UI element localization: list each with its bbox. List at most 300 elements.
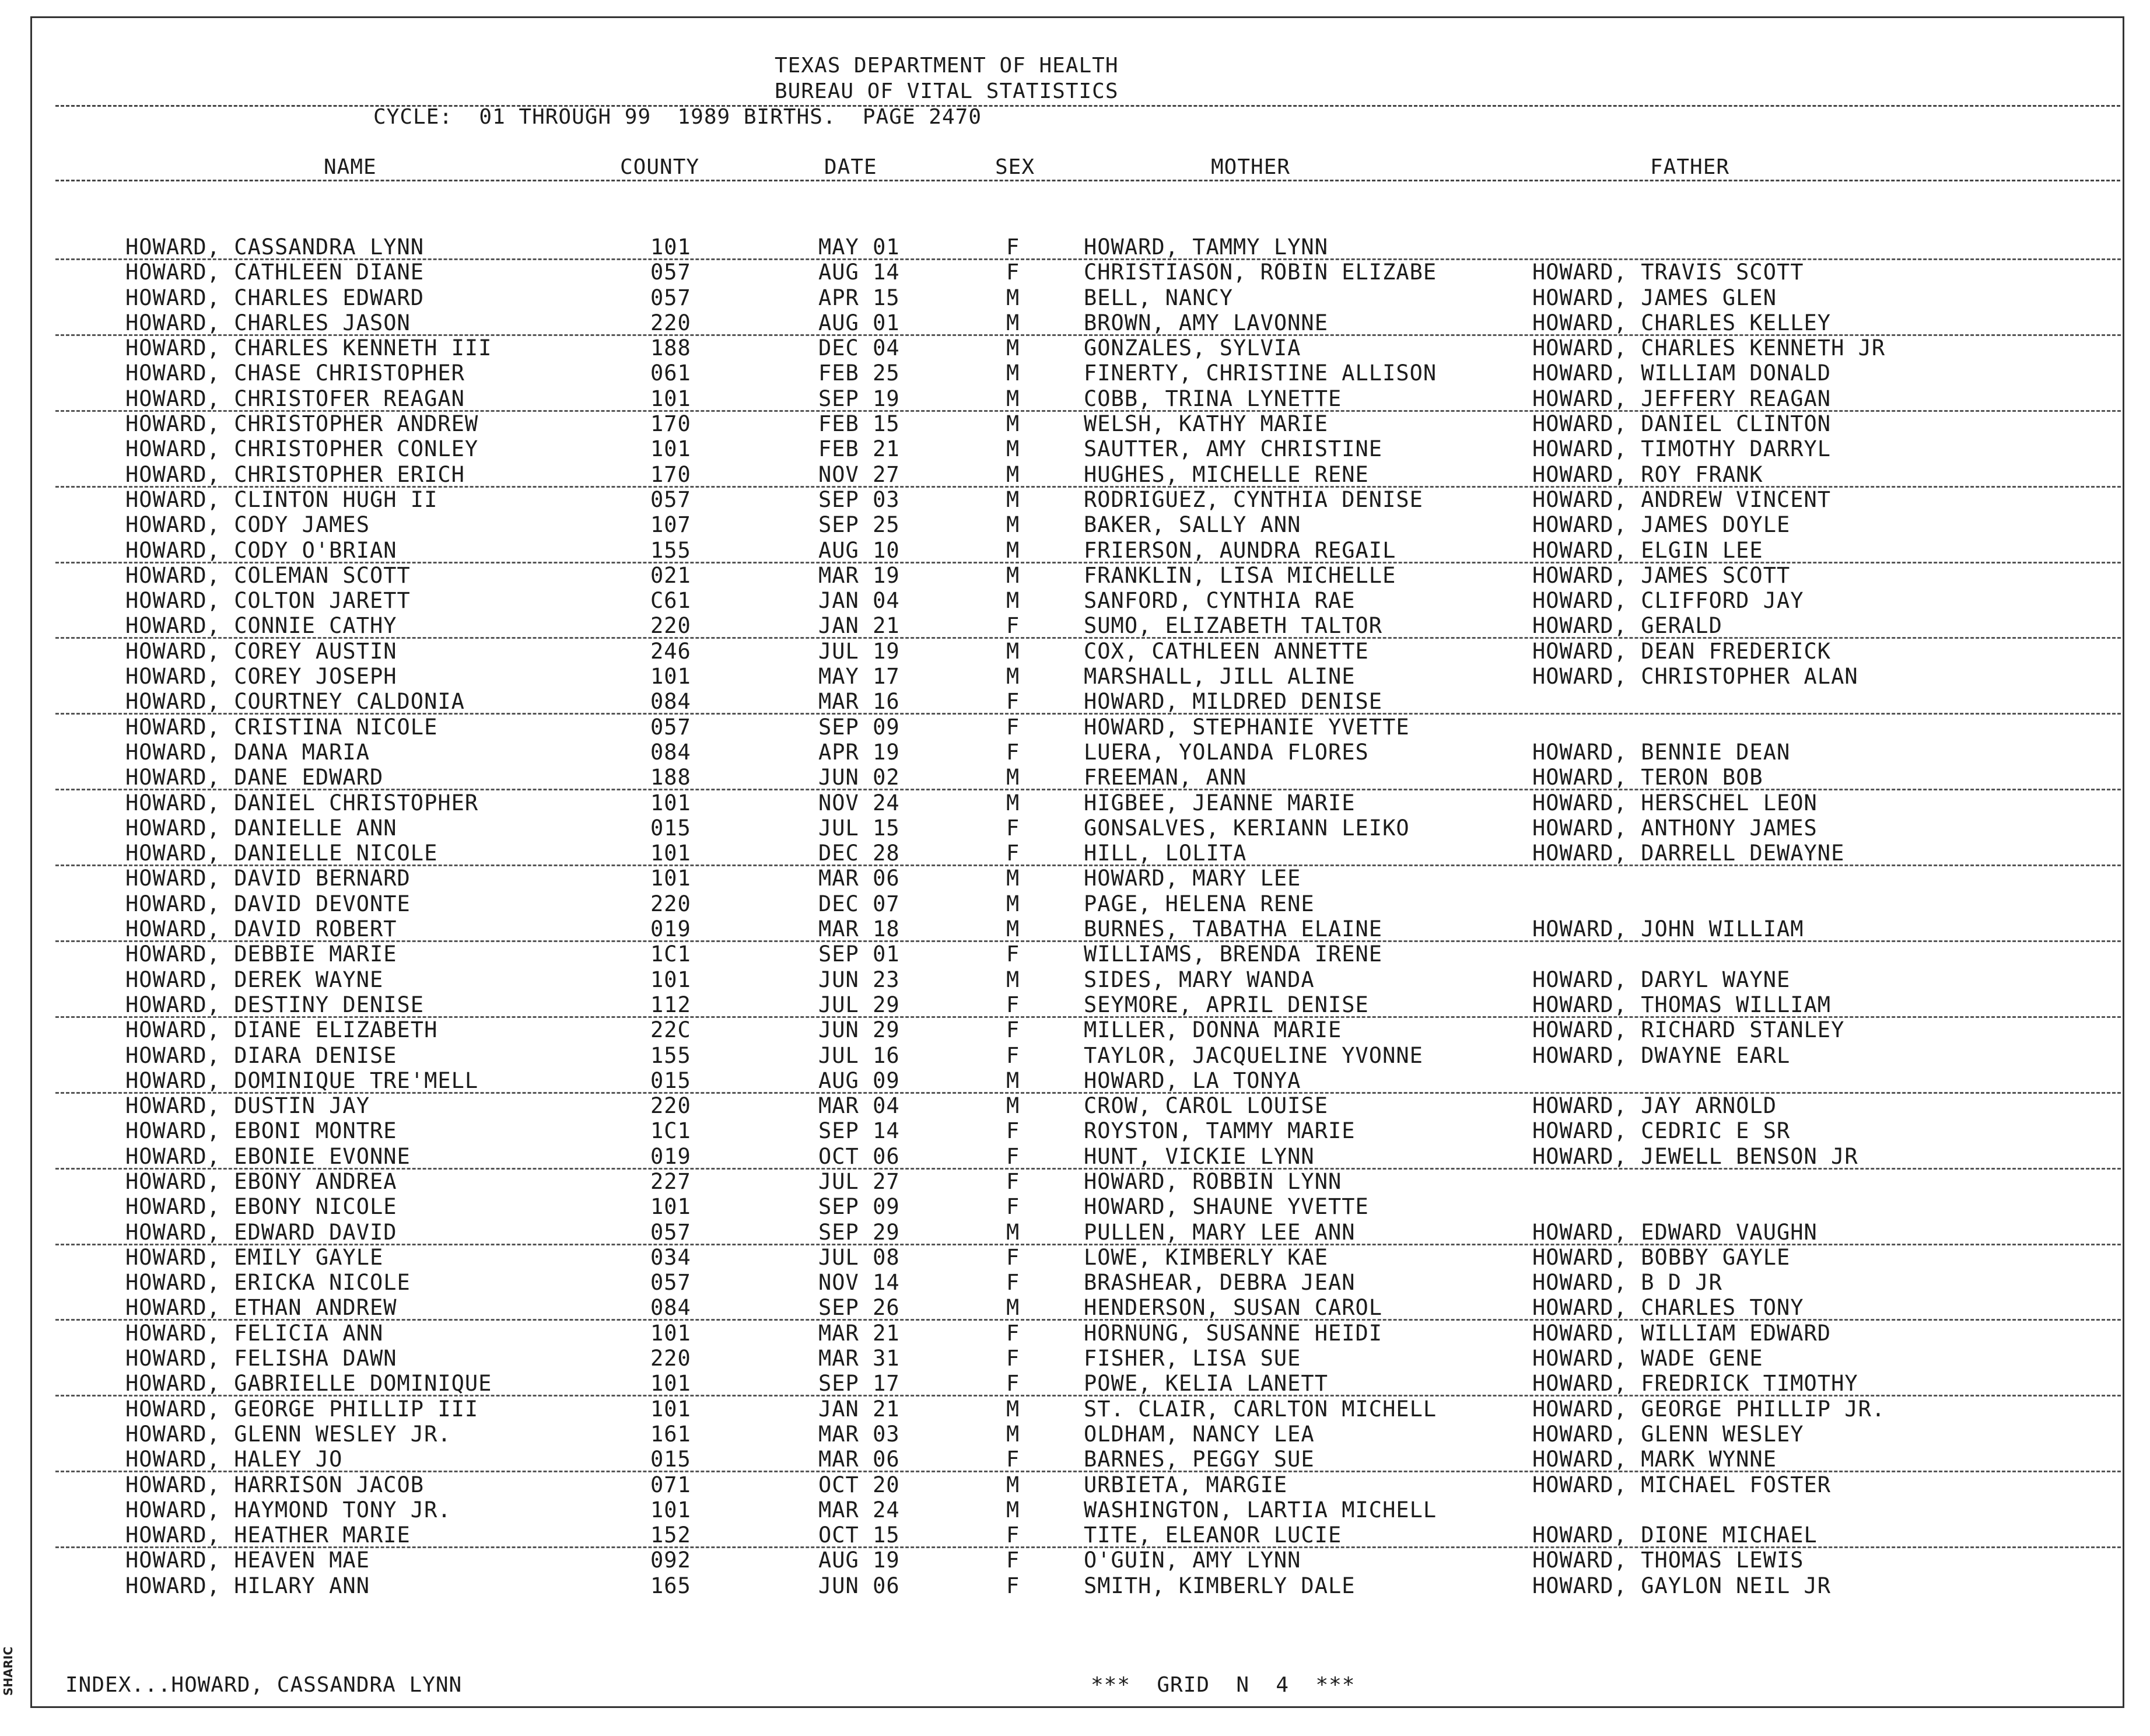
record-mother: BELL, NANCY bbox=[1084, 285, 1234, 310]
record-county: 220 bbox=[650, 1093, 691, 1119]
record-name: HOWARD, CRISTINA NICOLE bbox=[125, 714, 438, 740]
record-date: AUG 10 bbox=[818, 537, 900, 563]
record-date: SEP 19 bbox=[818, 386, 900, 411]
record-sex: M bbox=[1006, 967, 1020, 992]
record-mother: HOWARD, ROBBIN LYNN bbox=[1084, 1168, 1342, 1194]
record-name: HOWARD, DANIEL CHRISTOPHER bbox=[125, 790, 479, 816]
record-sex: F bbox=[1006, 992, 1020, 1017]
record-row bbox=[0, 1118, 2150, 1143]
record-mother: PULLEN, MARY LEE ANN bbox=[1084, 1219, 1356, 1245]
bureau-title: BUREAU OF VITAL STATISTICS bbox=[775, 79, 1119, 103]
record-date: MAR 06 bbox=[818, 1447, 900, 1472]
record-father: HOWARD, CHARLES TONY bbox=[1532, 1295, 1804, 1321]
record-county: 021 bbox=[650, 562, 691, 588]
record-father: HOWARD, ELGIN LEE bbox=[1532, 537, 1763, 563]
record-mother: SANFORD, CYNTHIA RAE bbox=[1084, 588, 1356, 614]
record-mother: GONZALES, SYLVIA bbox=[1084, 335, 1301, 361]
record-father: HOWARD, THOMAS LEWIS bbox=[1532, 1548, 1804, 1573]
record-county: 057 bbox=[650, 714, 691, 740]
record-name: HOWARD, EBONY NICOLE bbox=[125, 1194, 397, 1220]
record-name: HOWARD, DOMINIQUE TRE'MELL bbox=[125, 1068, 479, 1093]
record-father: HOWARD, GERALD bbox=[1532, 613, 1722, 639]
record-row bbox=[0, 235, 2150, 260]
record-sex: F bbox=[1006, 1447, 1020, 1472]
record-sex: M bbox=[1006, 1472, 1020, 1497]
record-county: 071 bbox=[650, 1472, 691, 1497]
record-name: HOWARD, DANIELLE NICOLE bbox=[125, 841, 438, 866]
record-date: SEP 26 bbox=[818, 1295, 900, 1321]
record-father: HOWARD, CLIFFORD JAY bbox=[1532, 588, 1804, 614]
record-sex: M bbox=[1006, 1396, 1020, 1422]
record-father: HOWARD, MICHAEL FOSTER bbox=[1532, 1472, 1832, 1497]
record-sex: F bbox=[1006, 714, 1020, 740]
record-name: HOWARD, CHRISTOPHER ANDREW bbox=[125, 411, 479, 437]
record-name: HOWARD, CHARLES KENNETH III bbox=[125, 335, 492, 361]
record-county: 057 bbox=[650, 1219, 691, 1245]
record-father: HOWARD, JAY ARNOLD bbox=[1532, 1093, 1777, 1119]
record-row bbox=[0, 335, 2150, 360]
record-date: JUN 02 bbox=[818, 765, 900, 790]
record-county: 084 bbox=[650, 739, 691, 765]
record-father: HOWARD, TIMOTHY DARRYL bbox=[1532, 436, 1832, 462]
record-date: MAR 04 bbox=[818, 1093, 900, 1119]
record-county: 019 bbox=[650, 916, 691, 942]
record-row bbox=[0, 462, 2150, 487]
record-county: 220 bbox=[650, 310, 691, 335]
record-name: HOWARD, DANIELLE ANN bbox=[125, 815, 397, 841]
record-county: 061 bbox=[650, 360, 691, 386]
record-mother: TAYLOR, JACQUELINE YVONNE bbox=[1084, 1042, 1423, 1068]
record-date: MAY 01 bbox=[818, 235, 900, 260]
record-mother: LOWE, KIMBERLY KAE bbox=[1084, 1244, 1328, 1270]
record-name: HOWARD, HALEY JO bbox=[125, 1447, 343, 1472]
column-header-father: FATHER bbox=[1650, 155, 1730, 179]
record-name: HOWARD, CHRISTOPHER ERICH bbox=[125, 461, 465, 487]
record-mother: RODRIGUEZ, CYNTHIA DENISE bbox=[1084, 487, 1423, 512]
record-date: APR 15 bbox=[818, 285, 900, 310]
record-father: HOWARD, DANIEL CLINTON bbox=[1532, 411, 1832, 437]
record-county: 220 bbox=[650, 613, 691, 639]
record-county: 084 bbox=[650, 1295, 691, 1321]
record-name: HOWARD, CONNIE CATHY bbox=[125, 613, 397, 639]
record-county: 101 bbox=[650, 1320, 691, 1346]
record-county: 101 bbox=[650, 235, 691, 260]
record-name: HOWARD, DANE EDWARD bbox=[125, 765, 384, 790]
record-name: HOWARD, CLINTON HUGH II bbox=[125, 487, 438, 512]
record-mother: TITE, ELEANOR LUCIE bbox=[1084, 1522, 1342, 1548]
record-sex: F bbox=[1006, 1118, 1020, 1144]
record-mother: WILLIAMS, BRENDA IRENE bbox=[1084, 942, 1383, 967]
record-row bbox=[0, 1447, 2150, 1472]
record-date: APR 19 bbox=[818, 739, 900, 765]
record-mother: O'GUIN, AMY LYNN bbox=[1084, 1548, 1301, 1573]
record-name: HOWARD, HAYMOND TONY JR. bbox=[125, 1497, 451, 1522]
cycle-line: CYCLE: 01 THROUGH 99 1989 BIRTHS. PAGE 2470 bbox=[373, 105, 982, 129]
record-father: HOWARD, RICHARD STANLEY bbox=[1532, 1017, 1845, 1043]
record-mother: FISHER, LISA SUE bbox=[1084, 1346, 1301, 1371]
record-mother: FRIERSON, AUNDRA REGAIL bbox=[1084, 537, 1396, 563]
record-date: FEB 15 bbox=[818, 411, 900, 437]
record-row bbox=[0, 841, 2150, 866]
record-county: 015 bbox=[650, 1068, 691, 1093]
column-header-name: NAME bbox=[324, 155, 377, 179]
record-father: HOWARD, B D JR bbox=[1532, 1270, 1722, 1296]
record-mother: SUMO, ELIZABETH TALTOR bbox=[1084, 613, 1383, 639]
record-father: HOWARD, CHARLES KENNETH JR bbox=[1532, 335, 1886, 361]
record-name: HOWARD, CATHLEEN DIANE bbox=[125, 260, 425, 285]
record-father: HOWARD, JAMES DOYLE bbox=[1532, 512, 1791, 538]
record-sex: M bbox=[1006, 1219, 1020, 1245]
record-sex: F bbox=[1006, 1168, 1020, 1194]
record-county: 057 bbox=[650, 487, 691, 512]
record-sex: M bbox=[1006, 638, 1020, 664]
record-mother: HOWARD, MARY LEE bbox=[1084, 866, 1301, 891]
record-name: HOWARD, DANA MARIA bbox=[125, 739, 370, 765]
column-header-rule bbox=[55, 180, 2120, 181]
record-mother: HOWARD, LA TONYA bbox=[1084, 1068, 1301, 1093]
record-name: HOWARD, FELISHA DAWN bbox=[125, 1346, 397, 1371]
record-row bbox=[0, 1548, 2150, 1573]
record-row bbox=[0, 538, 2150, 563]
record-date: NOV 27 bbox=[818, 461, 900, 487]
record-mother: GONSALVES, KERIANN LEIKO bbox=[1084, 815, 1410, 841]
record-county: 101 bbox=[650, 1371, 691, 1396]
record-father: HOWARD, HERSCHEL LEON bbox=[1532, 790, 1818, 816]
record-county: 101 bbox=[650, 1396, 691, 1422]
record-sex: M bbox=[1006, 487, 1020, 512]
record-row bbox=[0, 386, 2150, 411]
record-name: HOWARD, DESTINY DENISE bbox=[125, 992, 425, 1017]
record-name: HOWARD, EBONY ANDREA bbox=[125, 1168, 397, 1194]
record-mother: HOWARD, SHAUNE YVETTE bbox=[1084, 1194, 1369, 1220]
record-father: HOWARD, WILLIAM DONALD bbox=[1532, 360, 1832, 386]
record-sex: M bbox=[1006, 891, 1020, 916]
record-row bbox=[0, 1472, 2150, 1497]
record-father: HOWARD, EDWARD VAUGHN bbox=[1532, 1219, 1818, 1245]
record-date: MAR 03 bbox=[818, 1421, 900, 1447]
record-mother: PAGE, HELENA RENE bbox=[1084, 891, 1315, 916]
record-father: HOWARD, CHRISTOPHER ALAN bbox=[1532, 664, 1858, 690]
record-date: JUL 19 bbox=[818, 638, 900, 664]
record-county: 101 bbox=[650, 967, 691, 992]
record-sex: F bbox=[1006, 1573, 1020, 1598]
record-sex: F bbox=[1006, 613, 1020, 639]
record-sex: M bbox=[1006, 411, 1020, 437]
record-name: HOWARD, DIANE ELIZABETH bbox=[125, 1017, 438, 1043]
record-father: HOWARD, ROY FRANK bbox=[1532, 461, 1763, 487]
record-mother: HILL, LOLITA bbox=[1084, 841, 1247, 866]
record-county: 1C1 bbox=[650, 1118, 691, 1144]
record-county: 057 bbox=[650, 285, 691, 310]
index-footer: INDEX...HOWARD, CASSANDRA LYNN bbox=[65, 1673, 463, 1697]
record-row bbox=[0, 1220, 2150, 1245]
record-sex: F bbox=[1006, 1270, 1020, 1296]
record-sex: M bbox=[1006, 1093, 1020, 1119]
record-county: 188 bbox=[650, 765, 691, 790]
record-sex: M bbox=[1006, 461, 1020, 487]
record-sex: M bbox=[1006, 588, 1020, 614]
record-mother: WASHINGTON, LARTIA MICHELL bbox=[1084, 1497, 1437, 1522]
grid-footer: *** GRID N 4 *** bbox=[1091, 1673, 1356, 1697]
record-name: HOWARD, EBONIE EVONNE bbox=[125, 1143, 411, 1169]
record-date: MAY 17 bbox=[818, 664, 900, 690]
record-county: 1C1 bbox=[650, 942, 691, 967]
record-name: HOWARD, COURTNEY CALDONIA bbox=[125, 689, 465, 715]
record-sex: M bbox=[1006, 310, 1020, 335]
record-row bbox=[0, 715, 2150, 740]
record-county: 170 bbox=[650, 411, 691, 437]
record-father: HOWARD, JAMES SCOTT bbox=[1532, 562, 1791, 588]
record-county: 227 bbox=[650, 1168, 691, 1194]
record-mother: WELSH, KATHY MARIE bbox=[1084, 411, 1328, 437]
record-county: 165 bbox=[650, 1573, 691, 1598]
record-county: 101 bbox=[650, 1497, 691, 1522]
side-label: SHARIC bbox=[1, 1646, 15, 1696]
record-name: HOWARD, DAVID DEVONTE bbox=[125, 891, 411, 916]
record-row bbox=[0, 1497, 2150, 1522]
record-mother: HOWARD, STEPHANIE YVETTE bbox=[1084, 714, 1410, 740]
record-date: JUL 27 bbox=[818, 1168, 900, 1194]
record-row bbox=[0, 639, 2150, 664]
record-row bbox=[0, 1144, 2150, 1169]
record-sex: M bbox=[1006, 386, 1020, 411]
record-name: HOWARD, HEATHER MARIE bbox=[125, 1522, 411, 1548]
record-county: 161 bbox=[650, 1421, 691, 1447]
record-county: 101 bbox=[650, 1194, 691, 1220]
record-sex: M bbox=[1006, 765, 1020, 790]
record-name: HOWARD, DIARA DENISE bbox=[125, 1042, 397, 1068]
record-county: 101 bbox=[650, 664, 691, 690]
record-mother: BURNES, TABATHA ELAINE bbox=[1084, 916, 1383, 942]
record-date: MAR 24 bbox=[818, 1497, 900, 1522]
record-father: HOWARD, TRAVIS SCOTT bbox=[1532, 260, 1804, 285]
record-sex: M bbox=[1006, 285, 1020, 310]
record-county: 101 bbox=[650, 386, 691, 411]
record-name: HOWARD, EMILY GAYLE bbox=[125, 1244, 384, 1270]
record-row bbox=[0, 613, 2150, 638]
record-sex: F bbox=[1006, 1320, 1020, 1346]
record-county: 057 bbox=[650, 260, 691, 285]
record-row bbox=[0, 1522, 2150, 1548]
record-mother: HORNUNG, SUSANNE HEIDI bbox=[1084, 1320, 1383, 1346]
record-name: HOWARD, HARRISON JACOB bbox=[125, 1472, 425, 1497]
record-mother: HUGHES, MICHELLE RENE bbox=[1084, 461, 1369, 487]
record-row bbox=[0, 891, 2150, 916]
record-name: HOWARD, ETHAN ANDREW bbox=[125, 1295, 397, 1321]
record-date: OCT 15 bbox=[818, 1522, 900, 1548]
record-row bbox=[0, 916, 2150, 942]
record-name: HOWARD, HEAVEN MAE bbox=[125, 1548, 370, 1573]
record-name: HOWARD, EDWARD DAVID bbox=[125, 1219, 397, 1245]
record-sex: F bbox=[1006, 815, 1020, 841]
record-row bbox=[0, 664, 2150, 689]
record-row bbox=[0, 360, 2150, 386]
record-row bbox=[0, 310, 2150, 335]
record-date: OCT 06 bbox=[818, 1143, 900, 1169]
record-row bbox=[0, 1321, 2150, 1346]
record-date: SEP 17 bbox=[818, 1371, 900, 1396]
record-name: HOWARD, CHASE CHRISTOPHER bbox=[125, 360, 465, 386]
record-row bbox=[0, 1346, 2150, 1371]
record-sex: F bbox=[1006, 1017, 1020, 1043]
record-county: 22C bbox=[650, 1017, 691, 1043]
record-mother: COBB, TRINA LYNETTE bbox=[1084, 386, 1342, 411]
record-sex: M bbox=[1006, 1497, 1020, 1522]
record-father: HOWARD, GEORGE PHILLIP JR. bbox=[1532, 1396, 1886, 1422]
record-row bbox=[0, 487, 2150, 512]
record-sex: M bbox=[1006, 562, 1020, 588]
record-sex: F bbox=[1006, 1194, 1020, 1220]
record-name: HOWARD, DEREK WAYNE bbox=[125, 967, 384, 992]
record-sex: F bbox=[1006, 1143, 1020, 1169]
record-sex: M bbox=[1006, 537, 1020, 563]
department-title: TEXAS DEPARTMENT OF HEALTH bbox=[775, 54, 1119, 78]
record-row bbox=[0, 740, 2150, 765]
record-mother: MILLER, DONNA MARIE bbox=[1084, 1017, 1342, 1043]
record-sex: M bbox=[1006, 1068, 1020, 1093]
record-date: SEP 29 bbox=[818, 1219, 900, 1245]
record-name: HOWARD, CODY O'BRIAN bbox=[125, 537, 397, 563]
column-header-sex: SEX bbox=[995, 155, 1035, 179]
column-header-county: COUNTY bbox=[620, 155, 700, 179]
record-sex: F bbox=[1006, 235, 1020, 260]
record-name: HOWARD, DAVID ROBERT bbox=[125, 916, 397, 942]
record-county: 188 bbox=[650, 335, 691, 361]
record-father: HOWARD, WILLIAM EDWARD bbox=[1532, 1320, 1832, 1346]
record-date: NOV 14 bbox=[818, 1270, 900, 1296]
record-name: HOWARD, COREY JOSEPH bbox=[125, 664, 397, 690]
record-date: JUN 23 bbox=[818, 967, 900, 992]
record-sex: F bbox=[1006, 260, 1020, 285]
record-name: HOWARD, DEBBIE MARIE bbox=[125, 942, 397, 967]
record-county: 084 bbox=[650, 689, 691, 715]
record-name: HOWARD, GLENN WESLEY JR. bbox=[125, 1421, 451, 1447]
record-mother: BARNES, PEGGY SUE bbox=[1084, 1447, 1315, 1472]
record-sex: F bbox=[1006, 1548, 1020, 1573]
record-name: HOWARD, DAVID BERNARD bbox=[125, 866, 411, 891]
record-county: 246 bbox=[650, 638, 691, 664]
record-mother: ST. CLAIR, CARLTON MICHELL bbox=[1084, 1396, 1437, 1422]
record-mother: HIGBEE, JEANNE MARIE bbox=[1084, 790, 1356, 816]
record-name: HOWARD, GEORGE PHILLIP III bbox=[125, 1396, 479, 1422]
record-name: HOWARD, CODY JAMES bbox=[125, 512, 370, 538]
record-sex: F bbox=[1006, 689, 1020, 715]
record-row bbox=[0, 436, 2150, 461]
record-mother: MARSHALL, JILL ALINE bbox=[1084, 664, 1356, 690]
record-name: HOWARD, COLTON JARETT bbox=[125, 588, 411, 614]
record-sex: M bbox=[1006, 360, 1020, 386]
record-date: MAR 18 bbox=[818, 916, 900, 942]
record-date: DEC 07 bbox=[818, 891, 900, 916]
record-date: JUN 06 bbox=[818, 1573, 900, 1598]
record-sex: M bbox=[1006, 1421, 1020, 1447]
record-sex: M bbox=[1006, 866, 1020, 891]
record-row bbox=[0, 765, 2150, 790]
record-father: HOWARD, JEFFERY REAGAN bbox=[1532, 386, 1832, 411]
record-name: HOWARD, EBONI MONTRE bbox=[125, 1118, 397, 1144]
record-mother: OLDHAM, NANCY LEA bbox=[1084, 1421, 1315, 1447]
record-date: FEB 21 bbox=[818, 436, 900, 462]
record-name: HOWARD, CASSANDRA LYNN bbox=[125, 235, 425, 260]
record-county: 015 bbox=[650, 815, 691, 841]
record-county: 155 bbox=[650, 1042, 691, 1068]
record-row bbox=[0, 411, 2150, 436]
record-county: 220 bbox=[650, 1346, 691, 1371]
record-father: HOWARD, DARYL WAYNE bbox=[1532, 967, 1791, 992]
record-name: HOWARD, CHARLES EDWARD bbox=[125, 285, 425, 310]
record-mother: SAUTTER, AMY CHRISTINE bbox=[1084, 436, 1383, 462]
record-mother: COX, CATHLEEN ANNETTE bbox=[1084, 638, 1369, 664]
record-date: JUL 15 bbox=[818, 815, 900, 841]
record-father: HOWARD, BOBBY GAYLE bbox=[1532, 1244, 1791, 1270]
record-father: HOWARD, GLENN WESLEY bbox=[1532, 1421, 1804, 1447]
record-mother: CROW, CAROL LOUISE bbox=[1084, 1093, 1328, 1119]
record-county: 101 bbox=[650, 866, 691, 891]
record-mother: HUNT, VICKIE LYNN bbox=[1084, 1143, 1315, 1169]
record-row bbox=[0, 689, 2150, 714]
record-county: 092 bbox=[650, 1548, 691, 1573]
record-name: HOWARD, DUSTIN JAY bbox=[125, 1093, 370, 1119]
record-row bbox=[0, 1371, 2150, 1396]
record-county: 057 bbox=[650, 1270, 691, 1296]
record-name: HOWARD, CHRISTOPHER CONLEY bbox=[125, 436, 479, 462]
record-father: HOWARD, FREDRICK TIMOTHY bbox=[1532, 1371, 1858, 1396]
record-mother: SMITH, KIMBERLY DALE bbox=[1084, 1573, 1356, 1598]
record-mother: LUERA, YOLANDA FLORES bbox=[1084, 739, 1369, 765]
record-date: NOV 24 bbox=[818, 790, 900, 816]
record-mother: FINERTY, CHRISTINE ALLISON bbox=[1084, 360, 1437, 386]
record-county: 101 bbox=[650, 436, 691, 462]
record-father: HOWARD, MARK WYNNE bbox=[1532, 1447, 1777, 1472]
record-row bbox=[0, 790, 2150, 816]
record-row bbox=[0, 512, 2150, 537]
record-sex: M bbox=[1006, 512, 1020, 538]
record-sex: M bbox=[1006, 1295, 1020, 1321]
record-father: HOWARD, DIONE MICHAEL bbox=[1532, 1522, 1818, 1548]
record-row bbox=[0, 992, 2150, 1017]
record-father: HOWARD, DWAYNE EARL bbox=[1532, 1042, 1791, 1068]
record-row bbox=[0, 563, 2150, 588]
record-name: HOWARD, CHRISTOFER REAGAN bbox=[125, 386, 465, 411]
record-county: 034 bbox=[650, 1244, 691, 1270]
birth-records-list bbox=[0, 235, 2150, 1598]
record-name: HOWARD, HILARY ANN bbox=[125, 1573, 370, 1598]
record-row bbox=[0, 1573, 2150, 1598]
record-sex: M bbox=[1006, 436, 1020, 462]
record-row bbox=[0, 816, 2150, 841]
record-county: 019 bbox=[650, 1143, 691, 1169]
record-date: SEP 25 bbox=[818, 512, 900, 538]
record-row bbox=[0, 1245, 2150, 1270]
record-county: 101 bbox=[650, 841, 691, 866]
record-row bbox=[0, 1017, 2150, 1042]
record-row bbox=[0, 1270, 2150, 1295]
record-row bbox=[0, 967, 2150, 992]
record-sex: M bbox=[1006, 916, 1020, 942]
record-date: MAR 21 bbox=[818, 1320, 900, 1346]
record-date: JAN 21 bbox=[818, 613, 900, 639]
record-county: 015 bbox=[650, 1447, 691, 1472]
record-father: HOWARD, TERON BOB bbox=[1532, 765, 1763, 790]
record-father: HOWARD, GAYLON NEIL JR bbox=[1532, 1573, 1832, 1598]
record-date: AUG 19 bbox=[818, 1548, 900, 1573]
record-row bbox=[0, 942, 2150, 967]
record-father: HOWARD, BENNIE DEAN bbox=[1532, 739, 1791, 765]
record-name: HOWARD, COLEMAN SCOTT bbox=[125, 562, 411, 588]
record-row bbox=[0, 1169, 2150, 1194]
record-sex: F bbox=[1006, 739, 1020, 765]
record-sex: M bbox=[1006, 664, 1020, 690]
